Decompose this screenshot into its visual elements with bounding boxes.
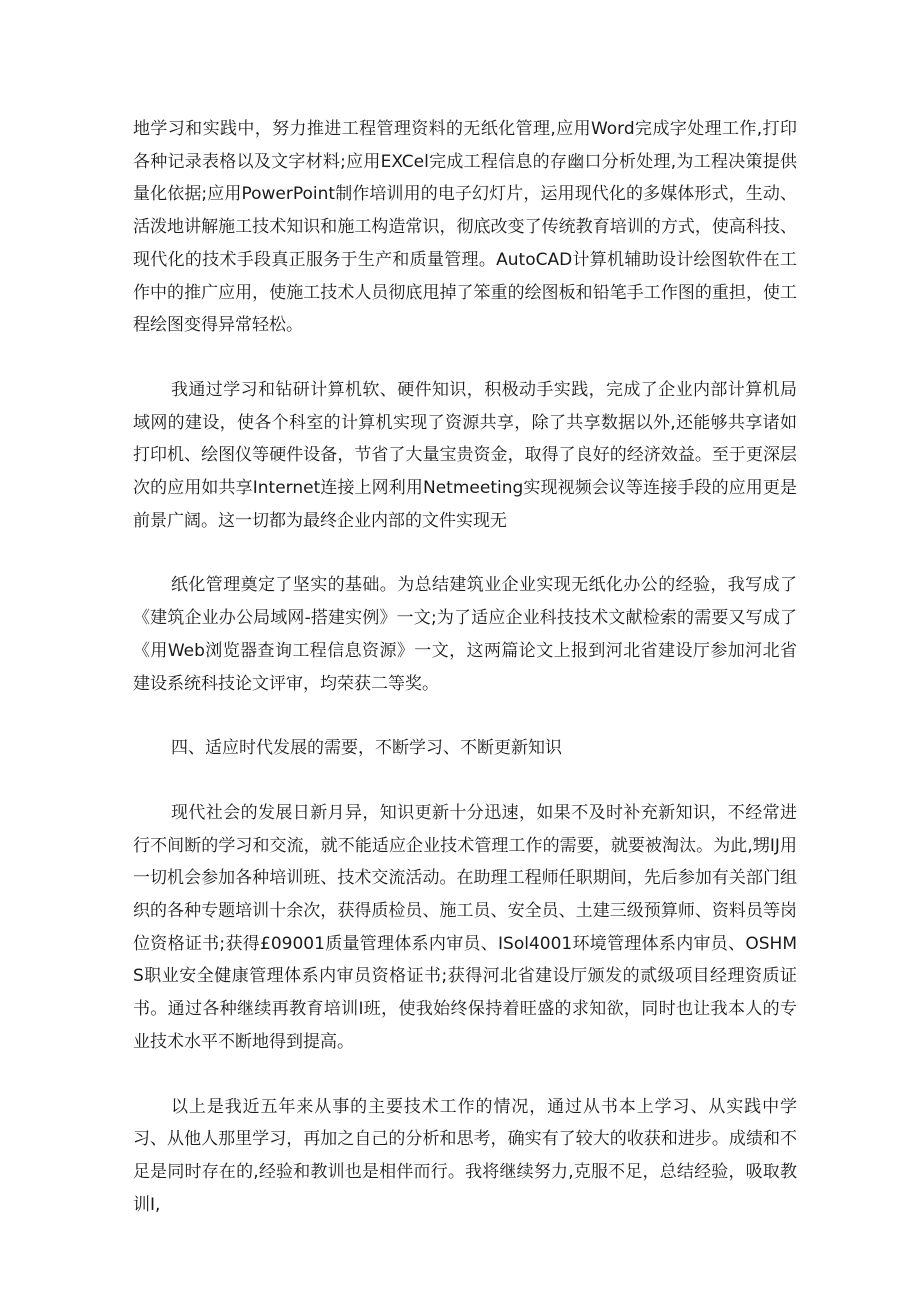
paragraph-5: 现代社会的发展日新月异，知识更新十分迅速，如果不及时补充新知识，不经常进行不间断的学习和交流，就不能适应企业技术管理工作的需要，就要被淘汰。为此,甥IJ用一切机会参加各种培训班、技术交流活动。在助理工程师任职期间，先后参加有关部门组织的各种专题培训十余次，获得质检员、施工员、安全员、土建三级预算师、资料员等岗位资格证书;获得£09001质量管理体系内审员、ISol4001环境管理体系内审员、OSHMS职业安全健康管理体系内审员资格证书;获得河北省建设厅颁发的贰级项目经理资质证书。通过各种继续再教育培训I班，使我始终保持着旺盛的求知欲，同时也让我本人的专业技术水平不断地得到提高。 xyxy=(133,802,797,1052)
document-page xyxy=(133,113,797,1253)
section-heading-4: 四、适应时代发展的需要，不断学习、不断更新知识 xyxy=(171,738,562,759)
paragraph-3: 纸化管理奠定了坚实的基础。为总结建筑业企业实现无纸化办公的经验，我写成了《建筑企业办公局域网-搭建实例》一文;为了适应企业科技技术文献检索的需要又写成了《用Web浏览器查询工程信息资源》一文，这两篇论文上报到河北省建设厅参加河北省建设系统科技论文评审，均荣获二等奖。 xyxy=(133,575,797,694)
paragraph-1: 地学习和实践中，努力推进工程管理资料的无纸化管理,应用Word完成字处理工作,打印各种记录表格以及文字材料;应用EXCel完成工程信息的存幽口分析处理,为工程决策提供量化依据;应用PowerPoint制作培训用的电子幻灯片，运用现代化的多媒体形式，生动、活泼地讲解施工技术知识和施工构造常识，彻底改变了传统教育培训的方式，使高科技、现代化的技术手段真正服务于生产和质量管理。AutoCAD计算机辅助设计绘图软件在工作中的推广应用，使施工技术人员彻底甩掉了笨重的绘图板和铅笔手工作图的重担，使工程绘图变得异常轻松。 xyxy=(133,119,797,336)
paragraph-6: 以上是我近五年来从事的主要技术工作的情况，通过从书本上学习、从实践中学习、从他人那里学习，再加之自己的分析和思考，确实有了较大的收获和进步。成绩和不足是同时存在的,经验和教训也是相伴而行。我将继续努力,克服不足，总结经验，吸取教训I, xyxy=(133,1096,797,1215)
paragraph-2: 我通过学习和钻研计算机软、硬件知识，积极动手实践，完成了企业内部计算机局域网的建设，使各个科室的计算机实现了资源共享，除了共享数据以外,还能够共享诸如打印机、绘图仪等硬件设备，节省了大量宝贵资金，取得了良好的经济效益。至于更深层次的应用如共享Internet连接上网利用Netmeeting实现视频会议等连接手段的应用更是前景广阔。这一切都为最终企业内部的文件实现无 xyxy=(133,379,797,531)
